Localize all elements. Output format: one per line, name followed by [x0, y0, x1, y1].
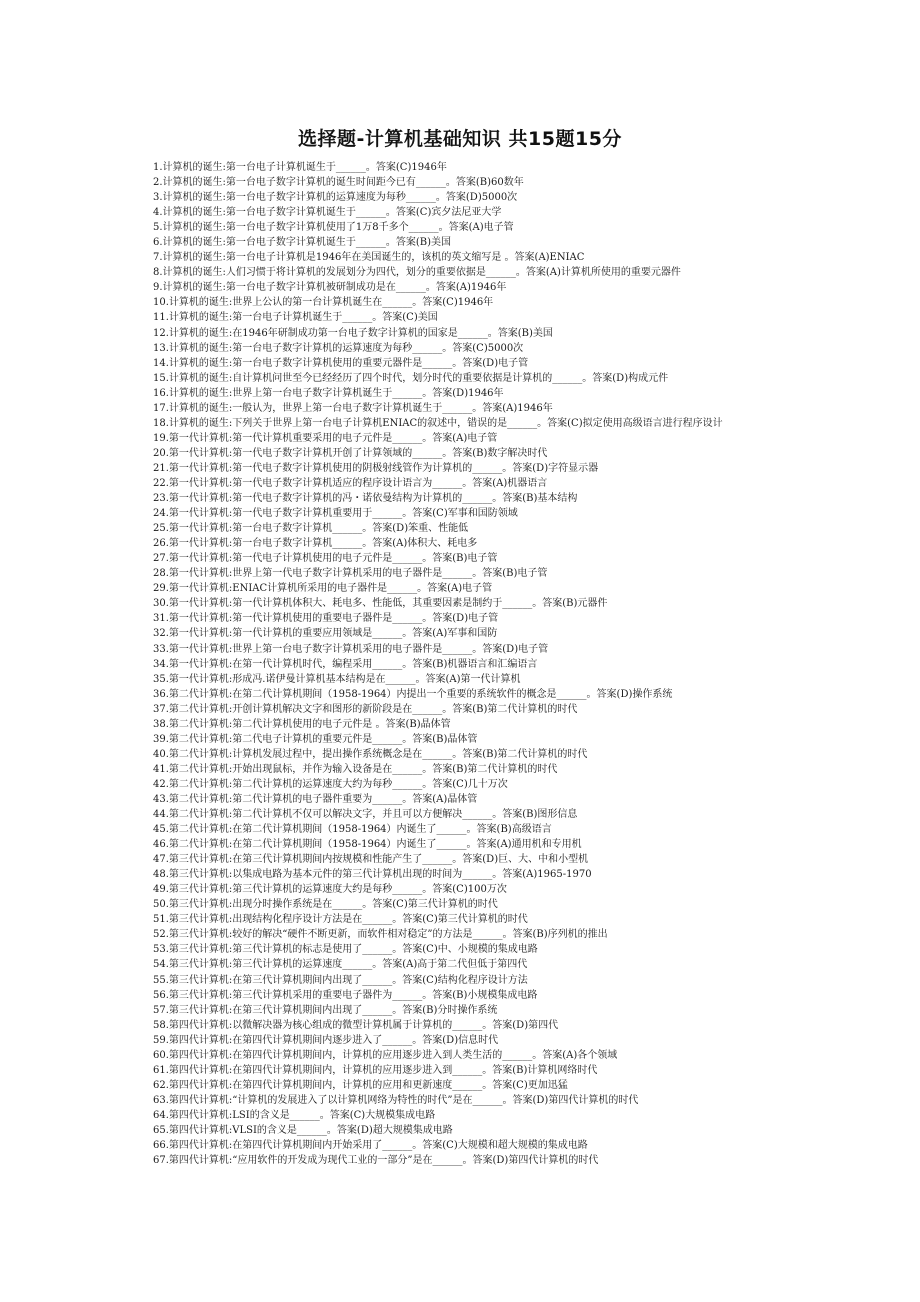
question-item: 9.计算机的诞生:第一台电子数字计算机被研制成功是在______。答案(A)1946年 — [153, 282, 507, 294]
question-item: 30.第一代计算机:第一代计算机体积大、耗电多、性能低，其重要因素是制约于______。答案(B)元器件 — [153, 598, 608, 610]
question-item: 63.第四代计算机:“计算机的发展进入了以计算机网络为特性的时代”是在______。答案(D)第四代计算机的时代 — [153, 1094, 639, 1106]
question-item: 24.第一代计算机:第一代电子数字计算机重要用于______。答案(C)军事和国防领域 — [153, 508, 518, 520]
question-item: 49.第三代计算机:第三代计算机的运算速度大约是每秒______。答案(C)100万次 — [153, 884, 507, 896]
question-item: 17.计算机的诞生:一般认为，世界上第一台电子数字计算机诞生于______。答案(A)1946年 — [153, 402, 553, 414]
question-item: 31.第一代计算机:第一代计算机使用的重要电子器件是______。答案(D)电子管 — [153, 613, 499, 625]
question-item: 48.第三代计算机:以集成电路为基本元件的第三代计算机出现的时间为______。答案(A)1965-1970 — [153, 869, 592, 881]
question-item: 28.第一代计算机:世界上第一代电子数字计算机采用的电子器件是______。答案(B)电子管 — [153, 568, 548, 580]
question-item: 57.第三代计算机:在第三代计算机期间内出现了______。答案(B)分时操作系统 — [153, 1004, 498, 1016]
question-item: 51.第三代计算机:出现结构化程序设计方法是在______。答案(C)第三代计算机的时代 — [153, 914, 528, 926]
question-item: 6.计算机的诞生:第一台电子数字计算机诞生于______。答案(B)美国 — [153, 237, 452, 249]
question-item: 29.第一代计算机:ENIAC计算机所采用的电子器件是______。答案(A)电子管 — [153, 583, 493, 595]
question-item: 23.第一代计算机:第一代电子数字计算机的冯・诺依曼结构为计算机的______。答案(B)基本结构 — [153, 493, 578, 505]
question-item: 8.计算机的诞生:人们习惯于将计算机的发展划分为四代，划分的重要依据是______。答案(A)计算机所使用的重要元器件 — [153, 267, 681, 279]
question-item: 66.第四代计算机:在第四代计算机期间内开始采用了______。答案(C)大规模和超大规模的集成电路 — [153, 1140, 588, 1152]
question-item: 27.第一代计算机:第一代电子计算机使用的电子元件是______。答案(B)电子管 — [153, 553, 498, 565]
question-item: 42.第二代计算机:第二代计算机的运算速度大约为每秒______。答案(C)几十万次 — [153, 778, 508, 790]
question-item: 21.第一代计算机:第一代电子数字计算机使用的阴极射线管作为计算机的______。答案(D)字符显示器 — [153, 462, 599, 474]
question-list — [153, 160, 773, 1168]
question-item: 50.第三代计算机:出现分时操作系统是在______。答案(C)第三代计算机的时代 — [153, 899, 498, 911]
question-item: 13.计算机的诞生:第一台电子数字计算机的运算速度为每秒______。答案(C)5000次 — [153, 342, 524, 354]
question-item: 60.第四代计算机:在第四代计算机期间内，计算机的应用逐步进入到人类生活的______。答案(A)各个领域 — [153, 1049, 618, 1061]
question-item: 2.计算机的诞生:第一台电子数字计算机的诞生时间距今已有______。答案(B)60数年 — [153, 177, 524, 189]
question-item: 32.第一代计算机:第一代计算机的重要应用领域是______。答案(A)军事和国防 — [153, 628, 498, 640]
question-item: 64.第四代计算机:LSI的含义是______。答案(C)大规模集成电路 — [153, 1109, 436, 1121]
question-item: 26.第一代计算机:第一台电子数字计算机______。答案(A)体积大、耗电多 — [153, 538, 478, 550]
question-item: 47.第三代计算机:在第三代计算机期间内按规模和性能产生了______。答案(D)巨、大、中和小型机 — [153, 854, 589, 866]
question-item: 11.计算机的诞生:第一台电子计算机诞生于______。答案(C)美国 — [153, 312, 438, 324]
question-item: 61.第四代计算机:在第四代计算机期间内，计算机的应用逐步进入到______。答案(B)计算机网络时代 — [153, 1064, 598, 1076]
question-item: 22.第一代计算机:第一代电子数字计算机适应的程序设计语言为______。答案(A)机器语言 — [153, 477, 548, 489]
question-item: 41.第二代计算机:开始出现鼠标，并作为输入设备是在______。答案(B)第二代计算机的时代 — [153, 763, 558, 775]
question-item: 7.计算机的诞生:第一台电子计算机是1946年在美国诞生的，该机的英文缩写是 。答案(A)ENIAC — [153, 252, 585, 264]
question-item: 53.第三代计算机:第三代计算机的标志是使用了______。答案(C)中、小规模的集成电路 — [153, 944, 538, 956]
question-item: 20.第一代计算机:第一代电子数字计算机开创了计算领域的______。答案(B)数字解决时代 — [153, 447, 548, 459]
question-item: 25.第一代计算机:第一台电子数字计算机______。答案(D)笨重、性能低 — [153, 523, 469, 535]
question-item: 14.计算机的诞生:第一台电子数字计算机使用的重要元器件是______。答案(D)电子管 — [153, 357, 529, 369]
question-item: 16.计算机的诞生:世界上第一台电子数字计算机诞生于______。答案(D)1946年 — [153, 387, 504, 399]
question-item: 36.第二代计算机:在第二代计算机期间（1958-1964）内提出一个重要的系统软件的概念是______。答案(D)操作系统 — [153, 688, 673, 700]
question-item: 56.第三代计算机:第三代计算机采用的重要电子器件为______。答案(B)小规模集成电路 — [153, 989, 538, 1001]
question-item: 18.计算机的诞生:下列关于世界上第一台电子计算机ENIAC的叙述中，错误的是______。答案(C)拟定使用高级语言进行程序设计 — [153, 417, 723, 429]
question-item: 59.第四代计算机:在第四代计算机期间内逐步进入了______。答案(D)信息时代 — [153, 1034, 499, 1046]
question-item: 33.第一代计算机:世界上第一台电子数字计算机采用的电子器件是______。答案(D)电子管 — [153, 643, 549, 655]
question-item: 35.第一代计算机:形成冯.诺伊曼计算机基本结构是在______。答案(A)第一代计算机 — [153, 673, 521, 685]
question-item: 37.第二代计算机:开创计算机解决文字和图形的新阶段是在______。答案(B)第二代计算机的时代 — [153, 703, 578, 715]
question-item: 1.计算机的诞生:第一台电子计算机诞生于______。答案(C)1946年 — [153, 162, 447, 173]
question-item: 45.第二代计算机:在第二代计算机期间（1958-1964）内诞生了______。答案(B)高级语言 — [153, 824, 552, 836]
question-item: 44.第二代计算机:第二代计算机不仅可以解决文字，并且可以方便解决______。答案(B)图形信息 — [153, 809, 578, 821]
question-item: 55.第三代计算机:在第三代计算机期间内出现了______。答案(C)结构化程序设计方法 — [153, 974, 528, 986]
question-item: 5.计算机的诞生:第一台电子数字计算机使用了1万8千多个______。答案(A)电子管 — [153, 222, 514, 234]
question-item: 46.第二代计算机:在第二代计算机期间（1958-1964）内诞生了______。答案(A)通用机和专用机 — [153, 839, 582, 851]
question-item: 38.第二代计算机:第二代计算机使用的电子元件是 。答案(B)晶体管 — [153, 718, 451, 730]
question-item: 3.计算机的诞生:第一台电子数字计算机的运算速度为每秒______。答案(D)5000次 — [153, 192, 518, 204]
question-item: 4.计算机的诞生:第一台电子数字计算机诞生于______。答案(C)宾夕法尼亚大学 — [153, 207, 502, 219]
question-item: 58.第四代计算机:以微解决器为核心组成的微型计算机属于计算机的______。答案(D)第四代 — [153, 1019, 559, 1031]
question-item: 15.计算机的诞生:自计算机问世至今已经经历了四个时代，划分时代的重要依据是计算机的______。答案(D)构成元件 — [153, 372, 669, 384]
question-item: 34.第一代计算机:在第一代计算机时代，编程采用______。答案(B)机器语言和汇编语言 — [153, 658, 538, 670]
question-item: 52.第三代计算机:较好的解决“硬件不断更新，而软件相对稳定”的方法是______。答案(B)序列机的推出 — [153, 929, 608, 941]
question-item: 12.计算机的诞生:在1946年研制成功第一台电子数字计算机的国家是______。答案(B)美国 — [153, 327, 553, 339]
question-item: 62.第四代计算机:在第四代计算机期间内，计算机的应用和更新速度______。答案(C)更加迅猛 — [153, 1079, 568, 1091]
question-item: 54.第三代计算机:第三代计算机的运算速度______。答案(A)高于第二代但低于第四代 — [153, 959, 528, 971]
question-item: 40.第二代计算机:计算机发展过程中，提出操作系统概念是在______。答案(B)第二代计算机的时代 — [153, 748, 588, 760]
question-item: 19.第一代计算机:第一代计算机重要采用的电子元件是______。答案(A)电子管 — [153, 432, 498, 444]
question-item: 67.第四代计算机:“应用软件的开发成为现代工业的一部分”是在______。答案(D)第四代计算机的时代 — [153, 1155, 599, 1167]
page-title: 选择题-计算机基础知识 共15题15分 — [298, 128, 622, 150]
question-item: 39.第二代计算机:第二代电子计算机的重要元件是______。答案(B)晶体管 — [153, 733, 478, 745]
question-item: 10.计算机的诞生:世界上公认的第一台计算机诞生在______。答案(C)1946年 — [153, 297, 494, 309]
question-item: 43.第二代计算机:第二代计算机的电子器件重要为______。答案(A)晶体管 — [153, 793, 478, 805]
question-item: 65.第四代计算机:VLSI的含义是______。答案(D)超大规模集成电路 — [153, 1125, 453, 1136]
